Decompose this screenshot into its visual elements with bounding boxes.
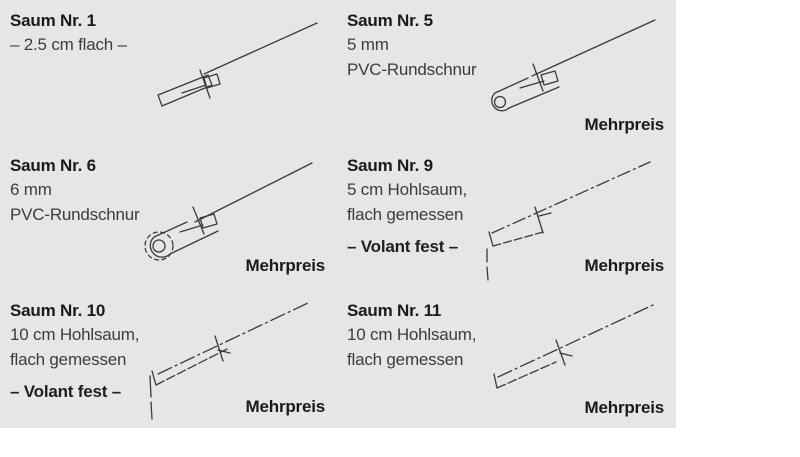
seam-detail: PVC-Rundschnur [10, 205, 140, 224]
seam-detail: 10 cm Hohlsaum, [10, 325, 140, 344]
surcharge-label: Mehrpreis [245, 397, 325, 416]
seam-title: Saum Nr. 5 [347, 11, 433, 30]
seam-option-panel-saum-10 [0, 290, 335, 428]
pvc-cord-seam-illustration [480, 0, 676, 130]
pvc-cord-seam-illustration [140, 160, 335, 268]
flat-seam-illustration [140, 15, 332, 127]
seam-detail: 5 mm [347, 35, 389, 54]
seam-detail: 6 mm [10, 180, 52, 199]
seam-option-panel-saum-1 [0, 0, 335, 145]
seam-option-panel-saum-9 [340, 145, 676, 290]
seam-title: Saum Nr. 1 [10, 11, 96, 30]
seam-detail: flach gemessen [10, 350, 127, 369]
seam-detail: PVC-Rundschnur [347, 60, 477, 79]
seam-detail: 10 cm Hohlsaum, [347, 325, 477, 344]
seam-option-panel-saum-5 [340, 0, 676, 145]
seam-detail: flach gemessen [347, 205, 464, 224]
seam-detail: 5 cm Hohlsaum, [347, 180, 468, 199]
seam-option-panel-saum-6 [0, 145, 335, 290]
seam-detail: flach gemessen [347, 350, 464, 369]
seam-option-panel-saum-11 [340, 290, 676, 428]
surcharge-label: Mehrpreis [584, 398, 664, 417]
surcharge-label: Mehrpreis [584, 115, 664, 134]
volant-note: – Volant fest – [10, 382, 121, 401]
volant-note: – Volant fest – [347, 237, 458, 256]
seam-title: Saum Nr. 9 [347, 156, 433, 175]
surcharge-label: Mehrpreis [245, 256, 325, 275]
surcharge-label: Mehrpreis [584, 256, 664, 275]
seam-title: Saum Nr. 6 [10, 156, 96, 175]
seam-title: Saum Nr. 10 [10, 301, 106, 320]
seam-title: Saum Nr. 11 [347, 301, 442, 320]
seam-detail: – 2.5 cm flach – [10, 35, 127, 54]
